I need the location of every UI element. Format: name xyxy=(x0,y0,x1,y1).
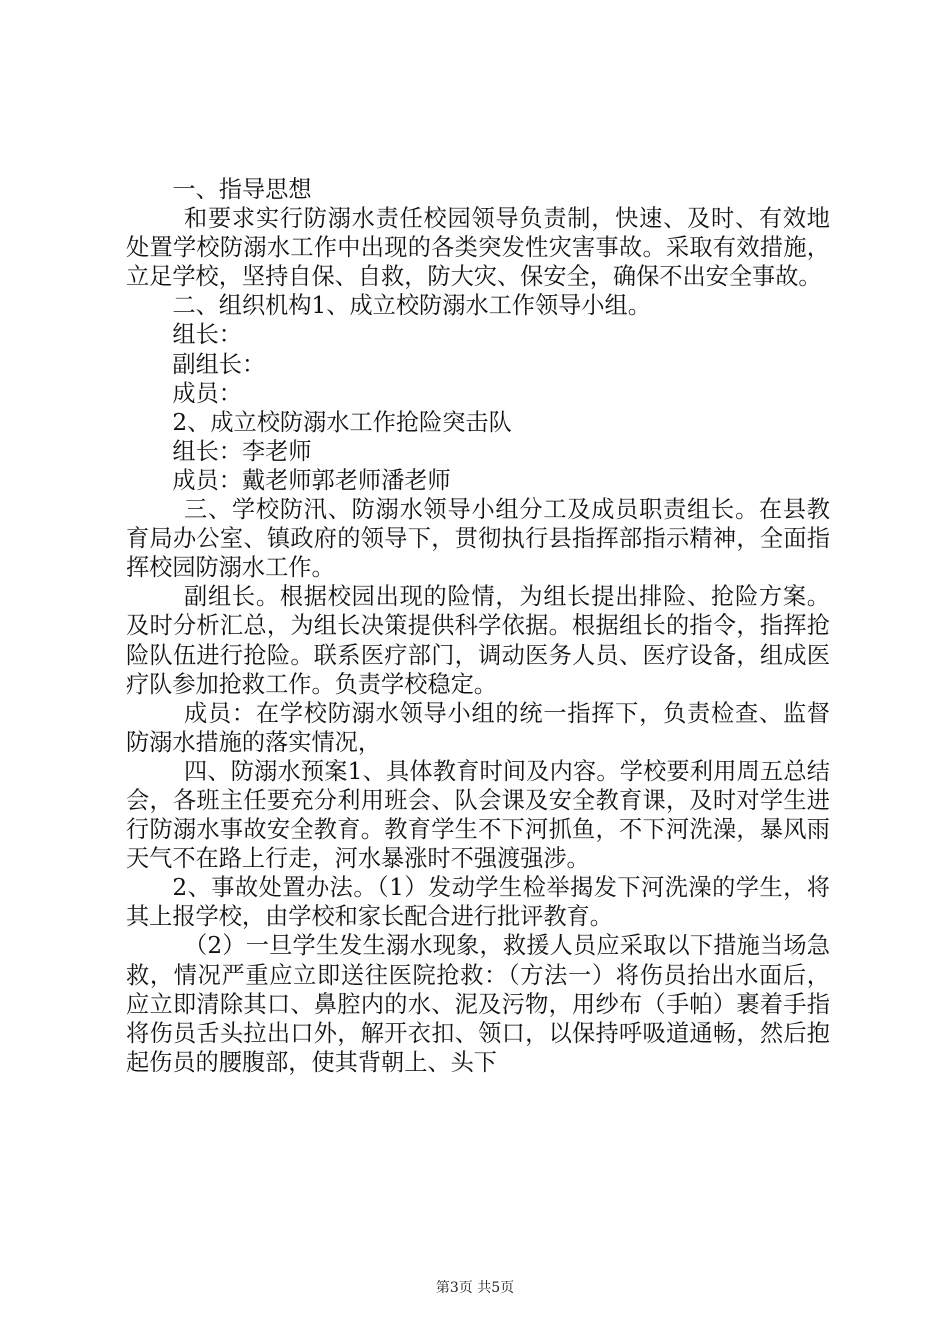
paragraph: 二、组织机构1、成立校防溺水工作领导小组。 xyxy=(172,292,651,320)
paragraph: 2、成立校防溺水工作抢险突击队 xyxy=(172,408,512,436)
paragraph: 副组长： xyxy=(172,350,266,378)
paragraph: 副组长。根据校园出现的险情，为组长提出排险、抢险方案。及时分析汇总，为组长决策提供科学依据。根据组长的指令，指挥抢险队伍进行抢险。联系医疗部门，调动医务人员、医疗设备，组成医疗队参加抢救工作。负责学校稳定。 xyxy=(126,583,830,698)
paragraph: 组长： xyxy=(172,321,242,349)
paragraph: 2、事故处置办法。（1）发动学生检举揭发下河洗澡的学生，将其上报学校，由学校和家长配合进行批评教育。 xyxy=(126,874,830,931)
paragraph: 四、防溺水预案1、具体教育时间及内容。学校要利用周五总结会，各班主任要充分利用班会、队会课及安全教育课，及时对学生进行防溺水事故安全教育。教育学生不下河抓鱼，不下河洗澡，暴风雨天气不在路上行走，河水暴涨时不强渡强涉。 xyxy=(126,757,830,873)
paragraph: 成员： xyxy=(172,379,242,407)
paragraph: 和要求实行防溺水责任校园领导负责制，快速、及时、有效地处置学校防溺水工作中出现的各类突发性灾害事故。采取有效措施，立足学校，坚持自保、自救，防大灾、保安全，确保不出安全事故。 xyxy=(126,205,830,291)
paragraph: 三、学校防汛、防溺水领导小组分工及成员职责组长。在县教育局办公室、镇政府的领导下，贯彻执行县指挥部指示精神，全面指挥校园防溺水工作。 xyxy=(126,496,830,582)
paragraph: 组长：李老师 xyxy=(172,437,312,465)
paragraph: 一、指导思想 xyxy=(172,176,312,203)
paragraph: 成员：戴老师郭老师潘老师 xyxy=(172,466,451,494)
page-number-footer: 第3页 共5页 xyxy=(435,1280,515,1296)
paragraph: （2）一旦学生发生溺水现象，救援人员应采取以下措施当场急救，情况严重应立即送往医院抢救：（方法一）将伤员抬出水面后，应立即清除其口、鼻腔内的水、泥及污物，用纱布（手帕）裹着手指将伤员舌头拉出口外，解开衣扣、领口，以保持呼吸道通畅，然后抱起伤员的腰腹部，使其背朝上、头下 xyxy=(126,932,830,1076)
paragraph: 成员：在学校防溺水领导小组的统一指挥下，负责检查、监督防溺水措施的落实情况， xyxy=(126,699,830,756)
document-body xyxy=(126,175,830,1077)
